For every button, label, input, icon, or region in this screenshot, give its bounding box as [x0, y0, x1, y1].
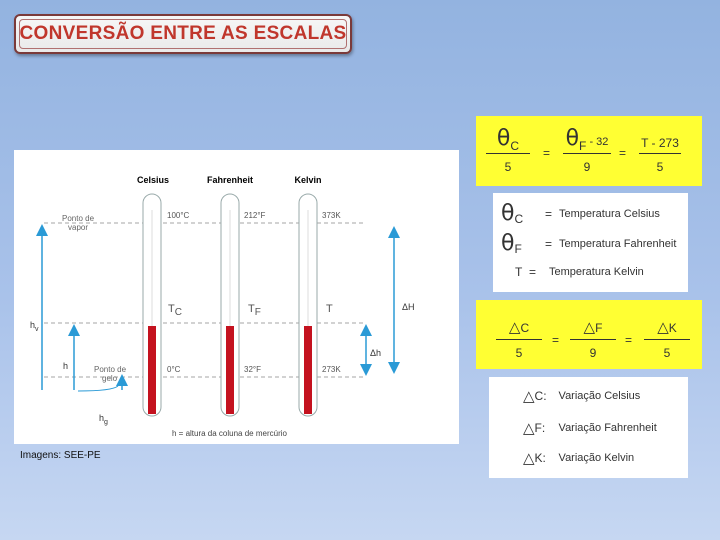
fraction-kelvin: $\frac{T - 273}{5}$ [639, 136, 681, 174]
slide-title-box [14, 14, 352, 54]
celsius-top-value: 100°C [167, 211, 190, 220]
kelvin-top-value: 373K [322, 211, 341, 220]
fahrenheit-top-value: 212°F [244, 211, 266, 220]
hg-connector [78, 386, 118, 391]
equals-sign: = [619, 146, 627, 160]
variation-kelvin: △ K: Variação Kelvin [523, 449, 635, 467]
formula-variation-box [476, 300, 702, 369]
variation-fahrenheit: △ F: Variação Fahrenheit [523, 419, 657, 437]
equals-sign: = [543, 146, 551, 160]
delta-H-label: ΔH [402, 302, 415, 312]
equals-sign: = [625, 333, 633, 347]
ice-point-label: Ponto de gelo [94, 365, 127, 383]
hv-label: $h_v$ [30, 320, 39, 333]
variations-panel [489, 377, 688, 478]
equals-sign: = [552, 333, 560, 347]
header-fahrenheit: Fahrenheit [206, 175, 254, 185]
delta-h-label: Δh [370, 348, 382, 358]
celsius-bottom-value: 0°C [167, 365, 181, 374]
t-label: T [326, 303, 333, 315]
hg-label: $h_g$ [99, 413, 108, 426]
header-celsius: Celsius [136, 175, 170, 185]
thermometer-fahrenheit [221, 194, 239, 416]
slide-title: CONVERSÃO ENTRE AS ESCALAS [19, 23, 347, 44]
thermometer-diagram [14, 150, 459, 444]
fraction-fahrenheit: $\frac{\theta F - 32}{9}$ [563, 128, 611, 174]
fraction-delta-k: $\frac{\triangle K}{5}$ [644, 318, 690, 360]
fraction-celsius: $\frac{\theta C}{5}$ [486, 128, 530, 174]
fraction-delta-f: $\frac{\triangle F}{9}$ [570, 318, 616, 360]
tc-label: TC [168, 303, 182, 318]
h-label: h [63, 361, 69, 371]
thermometer-diagram-panel [14, 150, 459, 444]
steam-point-label: Ponto de vapor [62, 214, 95, 232]
kelvin-bottom-value: 273K [322, 365, 341, 374]
formula-absolute-box [476, 116, 702, 186]
image-credit: Imagens: SEE-PE [20, 450, 101, 461]
definition-celsius: θ C = Temperatura Celsius [501, 201, 660, 226]
thermometer-kelvin [299, 194, 317, 416]
definition-kelvin: T = Temperatura Kelvin [515, 265, 644, 279]
variation-celsius: △ C: Variação Celsius [523, 387, 641, 405]
diagram-footnote: h = altura da coluna de mercúrio [172, 429, 287, 438]
definition-fahrenheit: θ F = Temperatura Fahrenheit [501, 231, 677, 256]
header-kelvin: Kelvin [294, 175, 322, 185]
tf-label: TF [248, 303, 261, 318]
definitions-panel [493, 193, 688, 292]
fahrenheit-bottom-value: 32°F [244, 365, 261, 374]
thermometer-celsius [143, 194, 161, 416]
fraction-delta-c: $\frac{\triangle C}{5}$ [496, 318, 542, 360]
